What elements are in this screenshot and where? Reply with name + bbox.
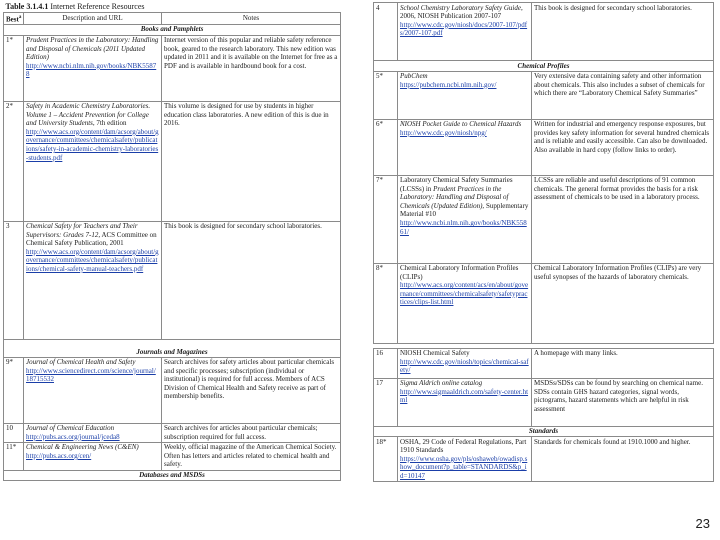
row-notes: Written for industrial and emergency response exposures, but provides key safety information for several hundred chemicals and is reliable and easily accessible. Can also be downloaded. Also available in hard copy (follow links to order). [532, 119, 714, 175]
resource-title-suffix: Supplementary Material #10 [400, 201, 529, 219]
row-number: 16 [374, 348, 398, 378]
row-number: 17 [374, 378, 398, 426]
resource-title: Sigma Aldrich online catalog [400, 379, 483, 388]
resource-title: Chemical & Engineering News [26, 443, 114, 452]
table-row [374, 175, 714, 263]
resource-title: NIOSH Chemical Safety [400, 349, 470, 358]
row-number: 7* [374, 175, 398, 263]
row-description [398, 263, 532, 343]
table-row [374, 3, 714, 61]
table-title: Internet Reference Resources [50, 2, 145, 11]
row-description [398, 437, 532, 482]
reference-table-right [373, 2, 714, 482]
resource-link[interactable]: https://pubchem.ncbi.nlm.nih.gov/ [400, 80, 497, 89]
resource-link[interactable]: http://www.cdc.gov/niosh/docs/2007-107/pdfs/2007-107.pdf [400, 20, 528, 38]
header-row [4, 13, 341, 25]
resource-title: NIOSH Pocket Guide to Chemical Hazards [400, 120, 522, 129]
resource-link[interactable]: http://www.ncbi.nlm.nih.gov/books/NBK55878 [26, 61, 157, 79]
row-number: 1* [4, 35, 24, 101]
row-notes: Internet version of this popular and reliable safety reference book, geared to the research laboratory. This new edition was updated in 2011 and it is available on the Internet for free as a PDF and is available in hardbound book for a cost. [162, 35, 341, 101]
resource-link[interactable]: http://www.cdc.gov/niosh/topics/chemical-safety/ [400, 357, 529, 375]
row-notes: This book is designed for secondary school laboratories. [532, 3, 714, 61]
resource-link[interactable]: http://www.ncbi.nlm.nih.gov/books/NBK55861/ [400, 219, 527, 236]
row-description [24, 357, 162, 423]
row-description [398, 119, 532, 175]
row-notes: Chemical Laboratory Information Profiles (CLIPs) are very useful synopses of the hazards of laboratory chemicals. [532, 263, 714, 343]
section-standards-heading: Standards [374, 426, 714, 437]
row-notes: A homepage with many links. [532, 348, 714, 378]
resource-title: OSHA, 29 Code of Federal Regulations, Part 1910 Standards [400, 437, 527, 455]
row-number: 18* [374, 437, 398, 482]
row-notes: This book is designed for secondary school laboratories. [162, 221, 341, 339]
row-notes: Search archives for articles about particular chemicals; subscription required for full access. [162, 423, 341, 442]
row-description [398, 71, 532, 119]
resource-link[interactable]: http://www.sciencedirect.com/science/journal/18715532 [26, 366, 156, 384]
reference-table-left [3, 2, 341, 481]
resource-title-suffix: , 2006, NIOSH Publication 2007-107 [400, 3, 523, 21]
row-number: 2* [4, 101, 24, 221]
row-description [398, 378, 532, 426]
table-row [4, 423, 341, 442]
resource-prefix: Laboratory Chemical Safety Summaries (LCSSs) in [400, 176, 513, 193]
header-notes: Notes [162, 13, 341, 25]
resource-link[interactable]: http://pubs.acs.org/journal/jceda8 [26, 432, 120, 441]
resource-link[interactable]: https://www.osha.gov/pls/oshaweb/owadisp.show_document?p_table=STANDARDS&p_id=10147 [400, 454, 528, 481]
row-description [398, 3, 532, 61]
resource-title: Journal of Chemical Education [26, 424, 115, 433]
table-row [374, 263, 714, 343]
resource-title: School Chemistry Laboratory Safety Guide [400, 3, 521, 12]
row-notes: Search archives for safety articles about particular chemicals and specific processes; subscription (individual or institutional) is required for full access. Members of ACS Division of Chemical Health and Safety receive as part of membership benefits. [162, 357, 341, 423]
row-number: 8* [374, 263, 398, 343]
table-row [374, 378, 714, 426]
header-description: Description and URL [24, 13, 162, 25]
resource-title: Chemical Laboratory Information Profiles (CLIPs) [400, 264, 519, 281]
resource-link[interactable]: http://www.sigmaaldrich.com/safety-center.html [400, 387, 529, 405]
section-profiles-heading: Chemical Profiles [374, 61, 714, 72]
table-number: Table 3.1.4.1 [5, 2, 49, 11]
section-books-heading: Books and Pamphlets [4, 24, 341, 35]
table-row [374, 437, 714, 482]
resource-title-suffix: (C&EN) [113, 443, 139, 452]
page-number: 23 [695, 516, 710, 531]
row-description [24, 423, 162, 442]
resource-link[interactable]: http://www.acs.org/content/acs/en/about/governance/committees/chemicalsafety/safetypractices/clips-list.html [400, 281, 529, 307]
resource-link[interactable]: http://pubs.acs.org/cen/ [26, 451, 92, 460]
table-row [4, 221, 341, 339]
table-row [374, 348, 714, 378]
table-row [374, 119, 714, 175]
row-notes: This volume is designed for use by students in higher education class laboratories. A new edition of this is due in 2016. [162, 101, 341, 221]
resource-title-suffix: , ACS Committee on Chemical Safety Publication, 2001 [26, 230, 157, 248]
resource-title: Prudent Practices in the Laboratory: Handling and Disposal of Chemicals (2011 Updated Edition) [26, 36, 159, 62]
row-description [24, 221, 162, 339]
row-description [24, 442, 162, 470]
row-number: 11* [4, 442, 24, 470]
resource-title: Safety in Academic Chemistry Laboratories. Volume 1 – Accident Prevention for College and University Students [26, 102, 151, 128]
row-description [398, 175, 532, 263]
resource-title-suffix: , 7th edition [92, 119, 127, 128]
table-row [4, 442, 341, 470]
header-best: Best$^a$ [4, 13, 24, 25]
row-number: 4 [374, 3, 398, 61]
table-row [374, 71, 714, 119]
row-number: 10 [4, 423, 24, 442]
row-notes: Very extensive data containing safety and other information about chemicals. This also includes a subset of chemicals for which there are “Laboratory Chemical Safety Summaries” [532, 71, 714, 119]
resource-title: Prudent Practices in the Laboratory: Handling and Disposal of Chemicals (Updated Edition), [400, 184, 509, 210]
table-row [4, 357, 341, 423]
table-caption [4, 2, 341, 13]
resource-title: PubChem [400, 72, 428, 81]
caption-row [4, 2, 341, 13]
row-number: 3 [4, 221, 24, 339]
row-number: 6* [374, 119, 398, 175]
row-notes: LCSSs are reliable and useful descriptions of 91 common chemicals. The general format provides the basis for a risk assessment of chemicals to be used in a laboratory process. [532, 175, 714, 263]
resource-link[interactable]: http://www.cdc.gov/niosh/npg/ [400, 128, 487, 137]
row-notes: Weekly, official magazine of the American Chemical Society. Often has letters and articles related to chemical health and safety. [162, 442, 341, 470]
table-row [4, 35, 341, 101]
row-number: 9* [4, 357, 24, 423]
row-description [398, 348, 532, 378]
resource-link[interactable]: http://www.acs.org/content/dam/acsorg/about/governance/committees/chemicalsafety/publications/safety-in-academic-chemistry-laboratories-students.pdf [26, 127, 159, 162]
section-databases-heading: Databases and MSDSs [4, 470, 341, 481]
row-notes: MSDSs/SDSs can be found by searching on chemical name. SDSs contain GHS hazard categories, signal words, pictograms, hazard statements which are helpful in risk assessment [532, 378, 714, 426]
row-notes: Standards for chemicals found at 1910.1000 and higher. [532, 437, 714, 482]
resource-title: Chemical Safety for Teachers and Their Supervisors: Grades 7-12 [26, 222, 138, 239]
row-description [24, 35, 162, 101]
row-number: 5* [374, 71, 398, 119]
resource-title: Journal of Chemical Health and Safety [26, 358, 136, 367]
table-row [4, 101, 341, 221]
section-journals-heading: Journals and Magazines [4, 339, 341, 357]
row-description [24, 101, 162, 221]
resource-link[interactable]: http://www.acs.org/content/dam/acsorg/about/governance/committees/chemicalsafety/publications/chemical-safety-manual-teachers.pdf [26, 247, 159, 273]
